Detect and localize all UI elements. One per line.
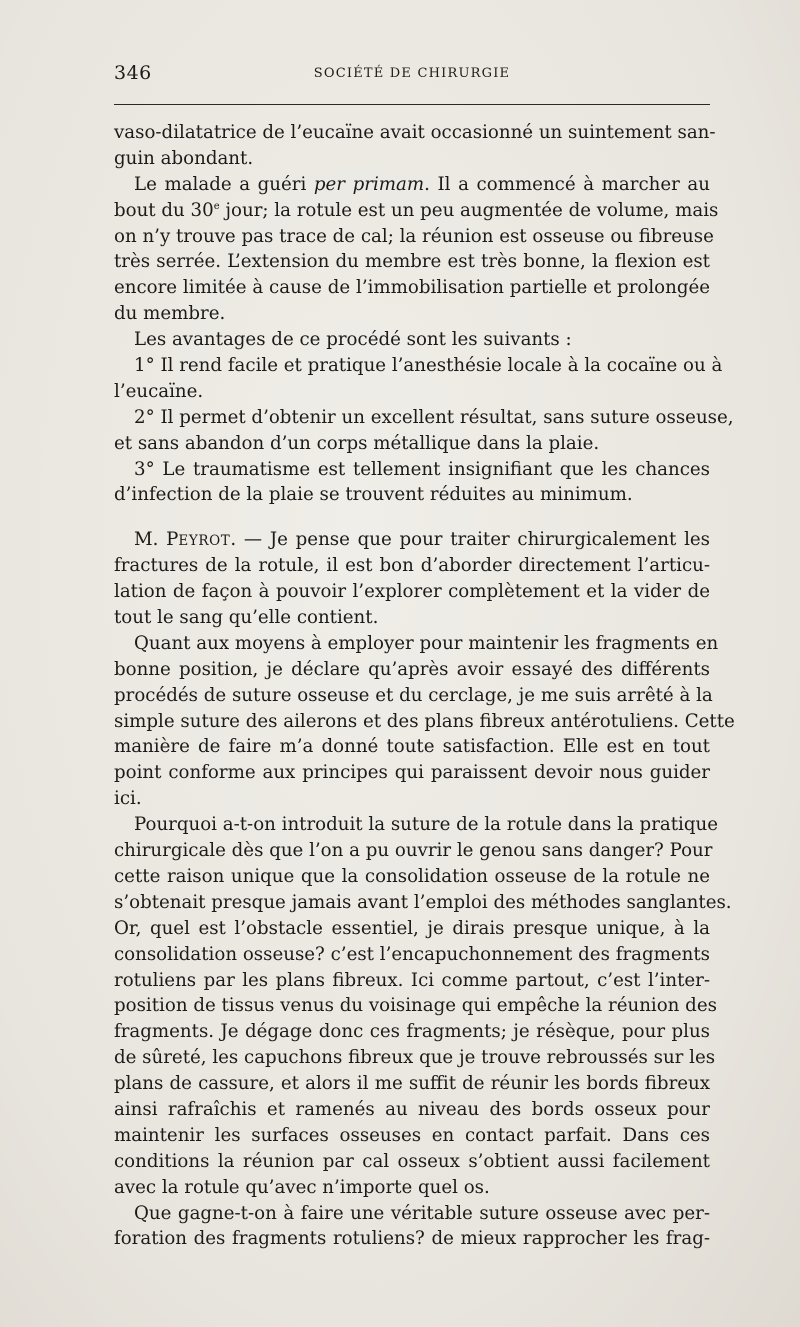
text-line: manière de faire m’a donné toute satisfaction. Elle est en tout bbox=[114, 736, 710, 758]
text-run: . — Je pense que pour traiter chirurgicalement les bbox=[230, 529, 710, 551]
text-line bbox=[114, 172, 710, 198]
paragraph-gap bbox=[114, 508, 710, 527]
text-run: bout du 30 bbox=[114, 199, 214, 221]
text-line: simple suture des ailerons et des plans fibreux antérotuliens. Cette bbox=[114, 710, 735, 732]
text-line: rotuliens par les plans fibreux. Ici comme partout, c’est l’inter- bbox=[114, 969, 710, 991]
text-line: Or, quel est l’obstacle essentiel, je dirais presque unique, à la bbox=[114, 917, 710, 939]
text-line: l’eucaïne. bbox=[114, 380, 204, 402]
text-line: conditions la réunion par cal osseux s’obtient aussi facilement bbox=[114, 1150, 710, 1172]
text-line: de sûreté, les capuchons fibreux que je trouve rebroussés sur les bbox=[114, 1047, 716, 1069]
text-line: procédés de suture osseuse et du cerclage, je me suis arrêté à la bbox=[114, 684, 713, 706]
text-line: ici. bbox=[114, 788, 142, 810]
text-line: consolidation osseuse? c’est l’encapuchonnement des fragments bbox=[114, 943, 710, 965]
text-line: chirurgicale dès que l’on a pu ouvrir le genou sans danger? Pour bbox=[114, 840, 713, 862]
text-line: Les avantages de ce procédé sont les suivants : bbox=[134, 329, 572, 351]
text-line: vaso-dilatatrice de l’eucaïne avait occasionné un suintement san- bbox=[114, 122, 716, 143]
superscript: e bbox=[213, 200, 220, 212]
text-run: Le malade a guéri bbox=[134, 173, 314, 195]
text-line bbox=[114, 527, 710, 553]
text-line: 1° Il rend facile et pratique l’anesthésie locale à la cocaïne ou à bbox=[134, 355, 723, 377]
speaker-initial: M. P bbox=[134, 529, 179, 551]
page-header bbox=[114, 62, 710, 90]
text-line: fragments. Je dégage donc ces fragments; je résèque, pour plus bbox=[114, 1021, 710, 1043]
text-line: s’obtenait presque jamais avant l’emploi des méthodes sanglantes. bbox=[114, 891, 732, 913]
text-line: encore limitée à cause de l’immobilisation partielle et prolongée bbox=[114, 277, 710, 299]
text-line: tout le sang qu’elle contient. bbox=[114, 607, 379, 629]
text-line: d’infection de la plaie se trouvent réduites au minimum. bbox=[114, 484, 633, 506]
text-run: . Il a commencé à marcher au bbox=[424, 173, 710, 195]
text-line: guin abondant. bbox=[114, 147, 254, 169]
text-line: point conforme aux principes qui paraissent devoir nous guider bbox=[114, 762, 710, 784]
text-line: cette raison unique que la consolidation osseuse de la rotule ne bbox=[114, 865, 710, 887]
text-line bbox=[114, 198, 719, 224]
text-line: Que gagne-t-on à faire une véritable suture osseuse avec per- bbox=[134, 1202, 710, 1224]
text-line: avec la rotule qu’avec n’importe quel os. bbox=[114, 1176, 490, 1198]
text-line: fractures de la rotule, il est bon d’aborder directement l’articu- bbox=[114, 555, 710, 577]
text-run: jour; la rotule est un peu augmentée de volume, mais bbox=[219, 199, 719, 221]
text-line: ainsi rafraîchis et ramenés au niveau des bords osseux pour bbox=[114, 1098, 710, 1120]
text-line: plans de cassure, et alors il me suffit de réunir les bords fibreux bbox=[114, 1073, 710, 1095]
text-line: Quant aux moyens à employer pour maintenir les fragments en bbox=[134, 632, 719, 654]
text-line: Pourquoi a-t-on introduit la suture de la rotule dans la pratique bbox=[134, 814, 718, 836]
latin-phrase: per primam bbox=[313, 173, 425, 195]
text-line: maintenir les surfaces osseuses en contact parfait. Dans ces bbox=[114, 1124, 710, 1146]
page-number: 346 bbox=[114, 62, 152, 84]
text-line: lation de façon à pouvoir l’explorer complètement et la vider de bbox=[114, 581, 710, 603]
header-rule bbox=[114, 104, 710, 105]
text-line: on n’y trouve pas trace de cal; la réunion est osseuse ou fibreuse bbox=[114, 225, 714, 247]
text-line: position de tissus venus du voisinage qui empêche la réunion des bbox=[114, 995, 717, 1017]
running-title: SOCIÉTÉ DE CHIRURGIE bbox=[313, 66, 511, 81]
text-line: du membre. bbox=[114, 303, 226, 325]
text-line: foration des fragments rotuliens? de mieux rapprocher les frag- bbox=[114, 1228, 710, 1250]
text-line: 2° Il permet d’obtenir un excellent résultat, sans suture osseuse, bbox=[134, 406, 734, 428]
text-line: et sans abandon d’un corps métallique dans la plaie. bbox=[114, 432, 600, 454]
text-line: 3° Le traumatisme est tellement insignifiant que les chances bbox=[134, 458, 710, 480]
body-text bbox=[114, 120, 735, 1252]
text-line: très serrée. L’extension du membre est très bonne, la flexion est bbox=[114, 251, 710, 273]
speaker-name: EYROT bbox=[178, 533, 231, 550]
text-line: bonne position, je déclare qu’après avoir essayé des différents bbox=[114, 658, 710, 680]
